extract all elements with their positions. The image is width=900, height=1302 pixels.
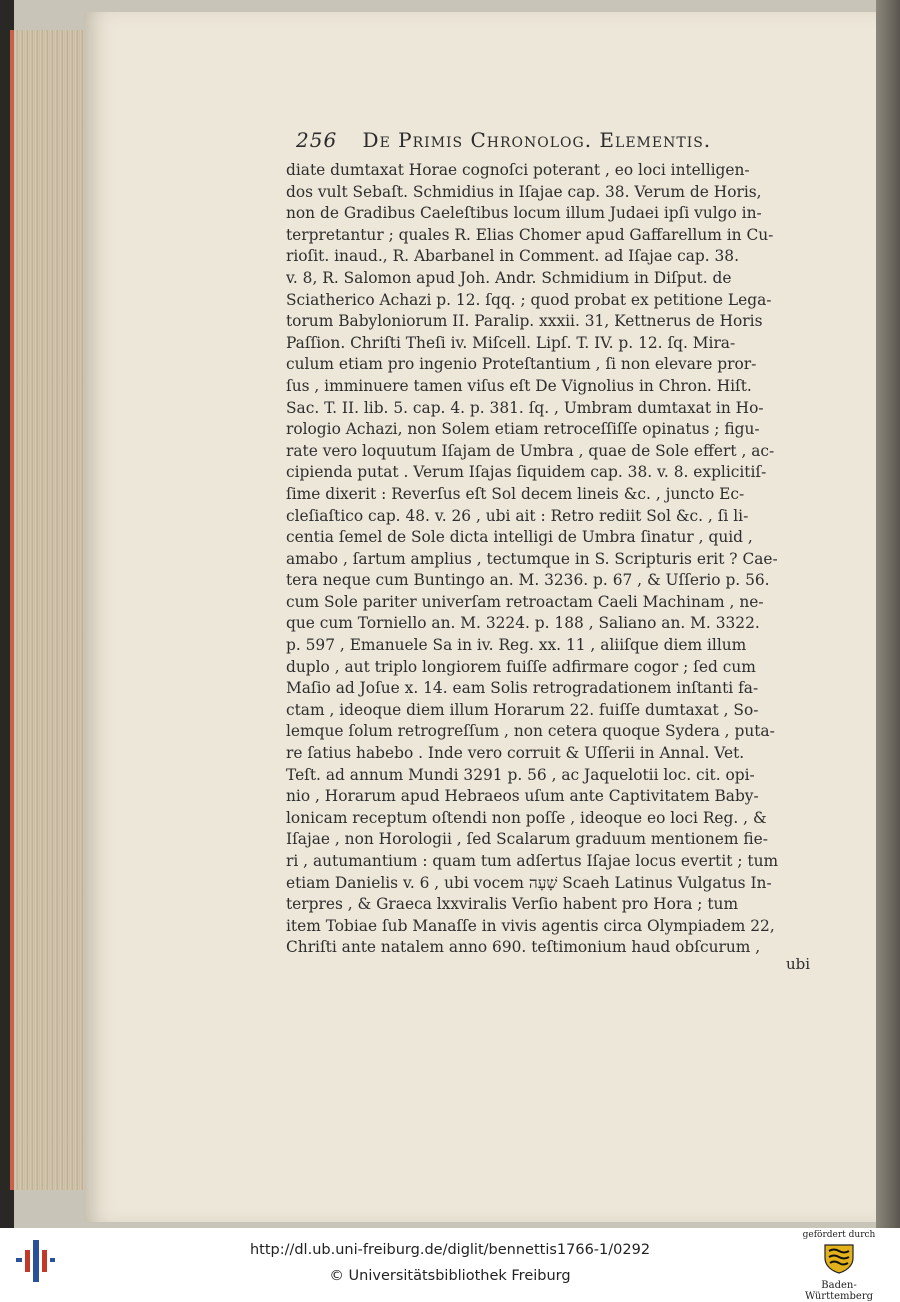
text-line: v. 8, R. Salomon apud Joh. Andr. Schmidium in Diſput. de [286,268,732,287]
text-line: Sac. T. II. lib. 5. cap. 4. p. 381. ſq. , Umbram dumtaxat in Ho- [286,398,764,417]
page-edges [10,30,90,1190]
text-line: Iſajae , non Horologii , ſed Scalarum graduum mentionem fie- [286,830,768,849]
sponsor-block[interactable] [790,1230,888,1302]
text-line: Chriſti ante natalem anno 690. teſtimonium haud obſcurum , [286,938,761,957]
text-line: lemque ſolum retrogreſſum , non cetera quoque Sydera , puta- [286,722,775,741]
catchword: ubi [786,955,811,973]
text-line: dos vult Sebaſt. Schmidius in Iſajae cap. 38. Verum de Horis, [286,182,762,201]
text-line: Paſſion. Chriſti Theſi iv. Miſcell. Lipſ. T. IV. p. 12. ſq. Mira- [286,333,736,352]
text-line: lonicam receptum oſtendi non poſſe , ideoque eo loci Reg. , & [286,808,767,827]
text-line: re ſatius habebo . Inde vero corruit & Uſſerii in Annal. Vet. [286,744,745,763]
text-line: Maſio ad Joſue x. 14. eam Solis retrogradationem inſtanti fa- [286,679,759,698]
running-head [296,128,836,152]
text-line: que cum Torniello an. M. 3224. p. 188 , Saliano an. M. 3322. [286,614,760,633]
footer-url-link[interactable]: http://dl.ub.uni-freiburg.de/diglit/bennettis1766-1/0292 [249,1242,651,1258]
text-line: duplo , aut triplo longiorem fuiſſe adfirmare cogor ; ſed cum [286,657,756,676]
body-text [286,160,826,959]
running-title: De Primis Chronolog. Elementis. [362,128,712,152]
text-line: cum Sole pariter univerſam retroactam Caeli Machinam , ne- [286,592,764,611]
baden-wuerttemberg-crest-icon [821,1242,857,1274]
text-line: p. 597 , Emanuele Sa in iv. Reg. xx. 11 , aliiſque diem illum [286,636,747,655]
text-line: nio , Horarum apud Hebraeos uſum ante Captivitatem Baby- [286,787,759,806]
binding-shadow [876,0,900,1228]
viewer-footer [0,1228,900,1302]
text-line: diate dumtaxat Horae cognoſci poterant , eo loci intelligen- [286,161,750,179]
text-line: ctam , ideoque diem illum Horarum 22. fuiſſe dumtaxat , So- [286,700,759,719]
footer-copyright: © Universitätsbibliothek Freiburg [329,1268,571,1284]
sponsor-name: Baden-Württemberg [804,1280,874,1302]
text-line: tera neque cum Buntingo an. M. 3236. p. 67 , & Uſſerio p. 56. [286,571,770,590]
sponsor-label: gefördert durch [802,1230,876,1240]
text-line: cleſiaſtico cap. 48. v. 26 , ubi ait : Retro rediit Sol &c. , ſi li- [286,506,749,525]
text-line: terpres , & Graeca lxxviralis Verſio habent pro Hora ; tum [286,895,739,914]
text-line: torum Babyloniorum II. Paralip. xxxii. 31, Kettnerus de Horis [286,312,763,331]
text-line: ſime dixerit : Reverſus eſt Sol decem lineis &c. , juncto Ec- [286,484,745,503]
text-line: cipienda putat . Verum Iſajas ſiquidem cap. 38. v. 8. explicitiſ- [286,463,767,482]
text-line: item Tobiae ſub Manaſſe in vivis agentis circa Olympiadem 22, [286,916,775,935]
text-line: ſus , imminuere tamen viſus eſt De Vignolius in Chron. Hiſt. [286,376,752,395]
text-line: etiam Danielis v. 6 , ubi vocem שָׁעָה Scaeh Latinus Vulgatus In- [286,873,772,892]
text-line: centia ſemel de Sole dicta intelligi de Umbra ſinatur , quid , [286,528,753,547]
text-line: rate vero loquutum Iſajam de Umbra , quae de Sole effert , ac- [286,441,775,460]
text-line: Sciatherico Achazi p. 12. ſqq. ; quod probat ex petitione Lega- [286,290,772,309]
text-line: terpretantur ; quales R. Elias Chomer apud Gaffarellum in Cu- [286,225,774,244]
text-line: Teſt. ad annum Mundi 3291 p. 56 , ac Jaquelotii loc. cit. opi- [286,765,755,784]
text-line: non de Gradibus Caeleſtibus locum illum Judaei ipſi vulgo in- [286,204,762,223]
text-line: rologio Achazi, non Solem etiam retroceſſiſſe opinatus ; figu- [286,420,760,439]
text-line: culum etiam pro ingenio Proteſtantium , ſi non elevare pror- [286,355,757,374]
text-line: ri , autumantium : quam tum adſertus Iſajae locus evertit ; tum [286,852,779,870]
text-line: amabo , ſartum amplius , tectumque in S. Scripturis erit ? Cae- [286,549,778,568]
page-number: 256 [296,128,338,152]
text-line: rioſit. inaud., R. Abarbanel in Comment. ad Iſajae cap. 38. [286,247,739,266]
